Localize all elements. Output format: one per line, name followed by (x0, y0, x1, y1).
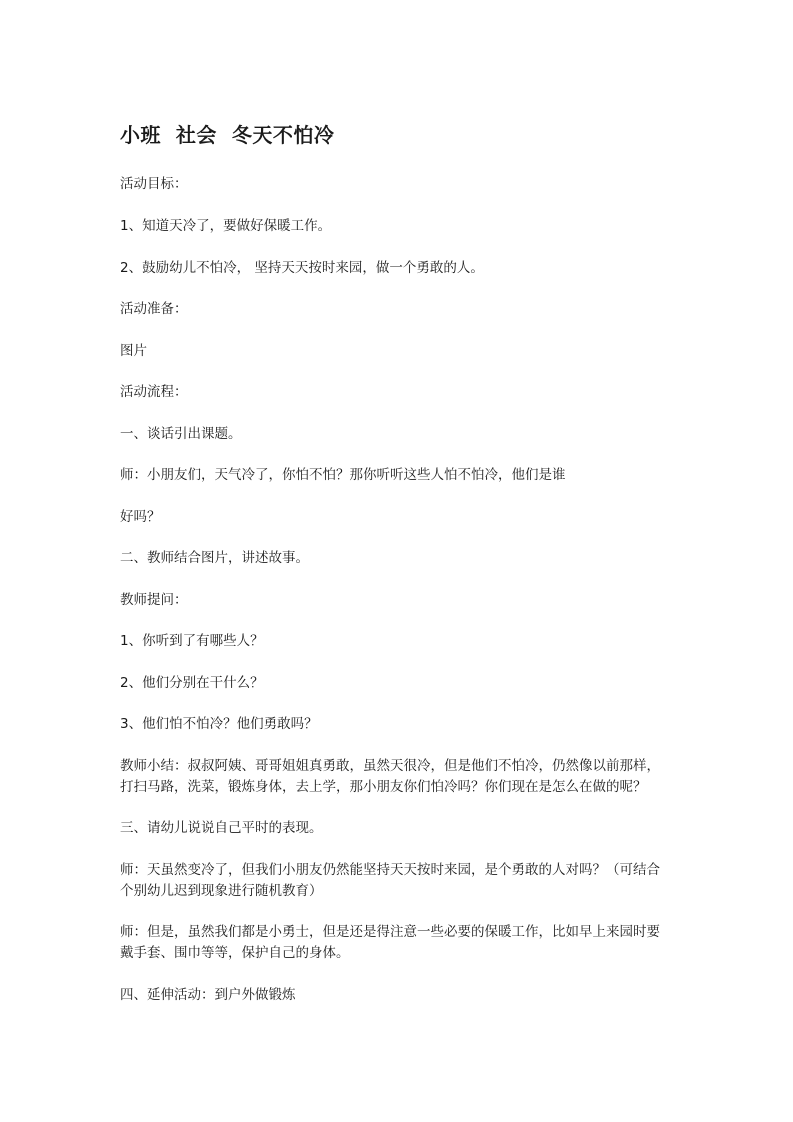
process-step-2-heading: 二、教师结合图片，讲述故事。 (120, 550, 309, 566)
process-step-4-heading: 四、延伸活动：到户外做锻炼 (120, 987, 296, 1003)
section-heading-preparation: 活动准备： (120, 301, 188, 317)
question-item-1: 1、你听到了有哪些人？ (120, 633, 264, 649)
teacher-dialogue-line: 好吗？ (120, 509, 161, 525)
process-step-1-heading: 一、谈话引出课题。 (120, 426, 242, 442)
section-heading-goals: 活动目标： (120, 176, 188, 192)
teacher-dialogue-line: 师：小朋友们，天气冷了，你怕不怕？那你听听这些人怕不怕冷，他们是谁 (120, 467, 566, 483)
document-title: 小班 社会 冬天不怕冷 (120, 123, 335, 147)
teacher-summary-line: 教师小结：叔叔阿姨、哥哥姐姐真勇敢，虽然天很冷，但是他们不怕冷，仍然像以前那样， (120, 758, 660, 774)
goal-item-2: 2、鼓励幼儿不怕冷， 坚持天天按时来园，做一个勇敢的人。 (120, 260, 484, 276)
teacher-dialogue-line: 个别幼儿迟到现象进行随机教育） (120, 883, 323, 899)
question-item-3: 3、他们怕不怕冷？他们勇敢吗？ (120, 716, 318, 732)
teacher-dialogue-line: 师：天虽然变冷了，但我们小朋友仍然能坚持天天按时来园，是个勇敢的人对吗？（可结合 (120, 862, 660, 878)
process-step-3-heading: 三、请幼儿说说自己平时的表现。 (120, 820, 323, 836)
goal-item-1: 1、知道天冷了，要做好保暖工作。 (120, 218, 332, 234)
teacher-summary-line: 打扫马路，洗菜，锻炼身体，去上学，那小朋友你们怕冷吗？你们现在是怎么在做的呢？ (120, 779, 647, 795)
section-heading-process: 活动流程： (120, 384, 188, 400)
teacher-dialogue-line: 戴手套、围巾等等，保护自己的身体。 (120, 945, 350, 961)
teacher-questions-heading: 教师提问： (120, 592, 188, 608)
question-item-2: 2、他们分别在干什么？ (120, 675, 264, 691)
teacher-dialogue-line: 师：但是，虽然我们都是小勇士，但是还是得注意一些必要的保暖工作，比如早上来园时要 (120, 924, 660, 940)
preparation-item: 图片 (120, 343, 147, 359)
